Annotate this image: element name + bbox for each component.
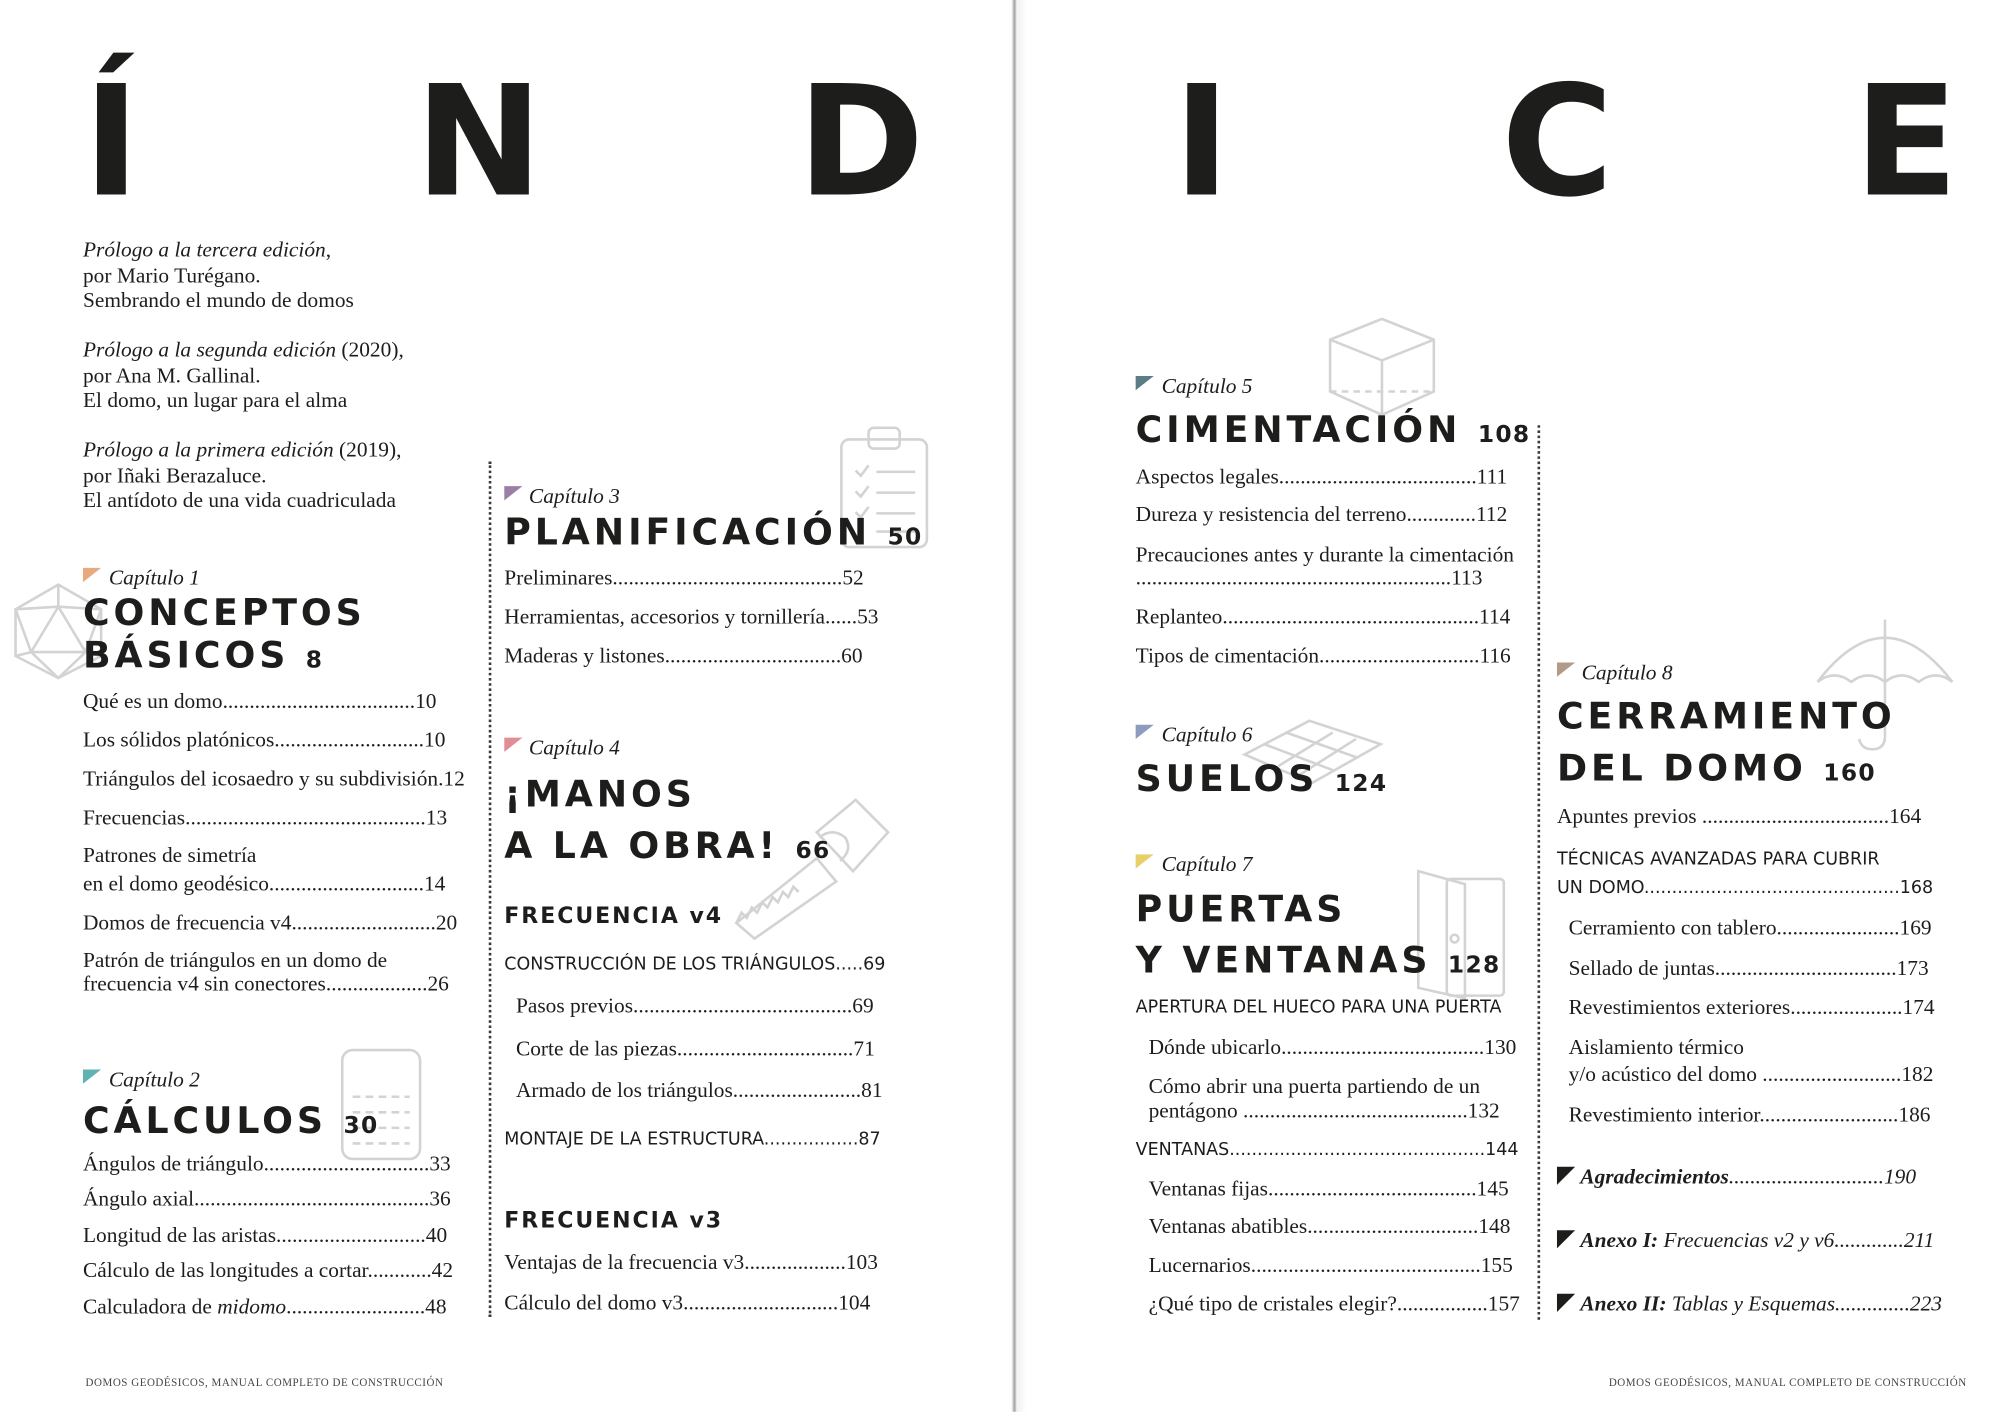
chapter-4-label: Capítulo 4 — [528, 735, 620, 760]
annex-page: Tablas y Esquemas..............223 — [1666, 1291, 1943, 1316]
toc-entry[interactable]: Precauciones antes y durante la cimentación — [1135, 541, 1514, 567]
toc-entry[interactable]: frecuencia v4 sin conectores...................26 — [82, 971, 449, 996]
toc-entry[interactable]: Replanteo................................................114 — [1135, 604, 1511, 629]
chapter-8-marker — [1557, 662, 1575, 676]
chapter-4-title-line1: ¡MANOS — [504, 772, 696, 816]
prologue-second-title: Prólogo a la segunda edición — [82, 337, 337, 362]
annex-marker — [1557, 1167, 1575, 1185]
toc-entry[interactable]: Corte de las piezas.................................71 — [515, 1035, 875, 1061]
chapter-7-title-text: Y VENTANAS — [1135, 938, 1432, 982]
prologue-third-author: por Mario Turégano. — [82, 262, 261, 288]
prologue-third-year: , — [325, 237, 332, 262]
prologue-second — [83, 337, 404, 413]
column-divider-left — [489, 462, 492, 1318]
prologue-first — [83, 437, 401, 513]
chapter-8-title-text: DEL DOMO — [1556, 746, 1807, 790]
chapter-8-title-line2 — [1557, 747, 1876, 796]
chapter-2-page[interactable]: 30 — [343, 1112, 379, 1140]
chapter-4-page[interactable]: 66 — [795, 837, 831, 865]
chapter-7-title-line1: PUERTAS — [1135, 888, 1347, 931]
chapter-5-title-text: CIMENTACIÓN — [1135, 408, 1462, 452]
toc-entry[interactable]: Cerramiento con tablero.......................169 — [1568, 915, 1932, 940]
chapter-1-page[interactable]: 8 — [305, 646, 324, 675]
chapter-1-label: Capítulo 1 — [108, 565, 200, 590]
toc-entry[interactable]: Ángulos de triángulo...............................33 — [82, 1151, 451, 1176]
annex-acknowledgements[interactable] — [1580, 1164, 1916, 1190]
chapter-3-title — [504, 511, 922, 560]
prologue-first-year: (2019), — [333, 436, 402, 462]
chapter-3-marker — [504, 486, 522, 500]
spine-shadow — [1016, 0, 1026, 1412]
toc-entry[interactable]: Preliminares...........................................52 — [504, 565, 864, 590]
chapter-2-title — [83, 1099, 379, 1148]
chapter-6-page[interactable]: 124 — [1334, 770, 1388, 798]
prologue-third-title: Prólogo a la tercera edición — [82, 237, 326, 262]
toc-section[interactable]: TÉCNICAS AVANZADAS PARA CUBRIR — [1556, 849, 1880, 870]
chapter-5-label: Capítulo 5 — [1161, 373, 1253, 398]
toc-entry[interactable]: Armado de los triángulos........................81 — [515, 1077, 883, 1102]
toc-entry[interactable] — [83, 1294, 447, 1320]
chapter-6-marker — [1136, 725, 1154, 739]
cube-icon — [1325, 316, 1439, 420]
toc-entry[interactable]: Aislamiento térmico — [1568, 1034, 1744, 1060]
toc-entry[interactable]: Ventanas fijas.......................................145 — [1148, 1175, 1509, 1201]
toc-entry[interactable]: Ventajas de la frecuencia v3...................103 — [504, 1249, 878, 1275]
toc-entry[interactable]: Frecuencias.............................................13 — [82, 805, 448, 830]
chapter-5-title — [1136, 408, 1531, 457]
toc-entry[interactable]: Tipos de cimentación..............................116 — [1135, 643, 1511, 668]
toc-entry[interactable]: Triángulos del icosaedro y su subdivisión.12 — [82, 766, 465, 791]
chapter-8-page[interactable]: 160 — [1823, 759, 1876, 787]
toc-entry[interactable]: Revestimiento interior..........................186 — [1568, 1101, 1931, 1127]
prologue-second-author: por Ana M. Gallinal. — [82, 362, 261, 387]
toc-entry[interactable]: Apuntes previos ...................................164 — [1556, 803, 1922, 829]
toc-section[interactable]: VENTANAS..............................................144 — [1135, 1139, 1519, 1161]
toc-entry[interactable]: Cálculo de las longitudes a cortar............42 — [82, 1257, 454, 1283]
chapter-1-title-line2 — [83, 634, 323, 683]
toc-section[interactable]: MONTAJE DE LA ESTRUCTURA.................87 — [504, 1129, 881, 1150]
toc-entry-emphasis: midomo — [217, 1293, 287, 1319]
toc-entry[interactable]: Lucernarios...........................................155 — [1148, 1252, 1513, 1277]
annex-title: Anexo I: — [1580, 1227, 1659, 1253]
toc-section[interactable]: UN DOMO..............................................168 — [1556, 877, 1934, 899]
section-frequency-v3: FRECUENCIA v3 — [504, 1208, 724, 1235]
title-letter-d: D — [797, 51, 925, 231]
chapter-4-marker — [504, 738, 522, 752]
title-letter-e: E — [1853, 51, 1959, 231]
chapter-7-page[interactable]: 128 — [1447, 951, 1501, 979]
toc-entry[interactable]: Domos de frecuencia v4...........................20 — [82, 910, 458, 935]
footer-right: DOMOS GEODÉSICOS, MANUAL COMPLETO DE CONSTRUCCIÓN — [1608, 1375, 1967, 1389]
prologue-first-subtitle: El antídoto de una vida cuadriculada — [82, 487, 396, 513]
toc-entry[interactable]: Patrón de triángulos en un domo de — [82, 947, 388, 973]
toc-section[interactable]: APERTURA DEL HUECO PARA UNA PUERTA — [1135, 996, 1502, 1018]
chapter-6-label: Capítulo 6 — [1161, 722, 1253, 747]
annex-title: Agradecimientos — [1580, 1164, 1729, 1189]
toc-section[interactable]: CONSTRUCCIÓN DE LOS TRIÁNGULOS.....69 — [504, 954, 886, 975]
toc-entry[interactable]: Patrones de simetría — [82, 842, 257, 868]
toc-entry[interactable]: Qué es un domo....................................10 — [82, 688, 437, 714]
chapter-8-label: Capítulo 8 — [1581, 659, 1673, 685]
toc-entry[interactable]: ...........................................................113 — [1135, 565, 1483, 590]
chapter-4-title-text: A LA OBRA! — [504, 824, 779, 868]
toc-entry[interactable]: y/o acústico del domo ..........................182 — [1568, 1061, 1934, 1087]
annex-2[interactable] — [1580, 1291, 1942, 1317]
toc-entry[interactable]: Los sólidos platónicos............................10 — [82, 727, 446, 752]
chapter-2-title-text: CÁLCULOS — [82, 1099, 327, 1143]
chapter-5-page[interactable]: 108 — [1477, 421, 1531, 449]
toc-entry[interactable]: Maderas y listones.................................60 — [504, 643, 863, 668]
toc-entry[interactable]: pentágono ..........................................132 — [1148, 1098, 1500, 1123]
title-letter-c: C — [1501, 51, 1614, 231]
chapter-1-title-line1: CONCEPTOS — [82, 591, 366, 634]
chapter-8-title-line1: CERRAMIENTO — [1556, 694, 1896, 738]
toc-entry[interactable]: Ángulo axial............................................36 — [82, 1186, 451, 1211]
title-letter-n: N — [414, 51, 543, 231]
title-letter-i: I — [1173, 51, 1231, 231]
toc-entry[interactable]: Sellado de juntas..................................173 — [1568, 955, 1929, 981]
toc-entry[interactable]: Pasos previos.........................................69 — [515, 993, 874, 1018]
annex-page: .............................190 — [1728, 1164, 1917, 1189]
chapter-3-label: Capítulo 3 — [528, 483, 620, 509]
annex-marker — [1557, 1230, 1575, 1248]
chapter-4-title-line2 — [504, 825, 830, 874]
chapter-3-title-text: PLANIFICACIÓN — [504, 510, 871, 554]
toc-entry[interactable]: Ventanas abatibles................................148 — [1148, 1213, 1511, 1239]
chapter-2-label: Capítulo 2 — [108, 1066, 200, 1092]
chapter-1-title-text: BÁSICOS — [82, 633, 290, 677]
chapter-2-marker — [83, 1070, 101, 1084]
toc-entry[interactable]: Cálculo del domo v3.............................104 — [504, 1289, 871, 1315]
toc-entry[interactable]: Aspectos legales.....................................111 — [1135, 464, 1508, 489]
chapter-6-title-text: SUELOS — [1135, 757, 1319, 800]
column-divider-right — [1538, 425, 1541, 1320]
toc-entry-text: Calculadora de — [82, 1293, 218, 1319]
annex-title: Anexo II: — [1580, 1291, 1667, 1316]
toc-entry[interactable]: ¿Qué tipo de cristales elegir?.................157 — [1148, 1291, 1520, 1316]
annex-marker — [1557, 1294, 1575, 1312]
chapter-3-page[interactable]: 50 — [887, 523, 923, 551]
prologue-first-title: Prólogo a la primera edición — [82, 436, 334, 462]
toc-entry[interactable]: Dureza y resistencia del terreno.............112 — [1135, 501, 1508, 527]
toc-entry[interactable]: Revestimientos exteriores.....................174 — [1568, 994, 1935, 1019]
toc-entry[interactable]: Cómo abrir una puerta partiendo de un — [1148, 1073, 1481, 1099]
prologue-third — [83, 237, 354, 313]
toc-entry[interactable]: Longitud de las aristas............................40 — [82, 1222, 448, 1248]
toc-entry[interactable]: en el domo geodésico.............................14 — [82, 871, 446, 896]
section-frequency-v4: FRECUENCIA v4 — [504, 903, 724, 930]
title-letter-i-acute: Í — [82, 51, 140, 231]
prologue-first-author: por Iñaki Berazaluce. — [82, 462, 267, 487]
chapter-7-title-line2 — [1136, 939, 1501, 988]
toc-entry-page: ..........................48 — [286, 1293, 447, 1319]
prologue-second-subtitle: El domo, un lugar para el alma — [82, 387, 348, 413]
chapter-7-label: Capítulo 7 — [1161, 851, 1253, 877]
chapter-5-marker — [1136, 376, 1154, 390]
footer-left: DOMOS GEODÉSICOS, MANUAL COMPLETO DE CONSTRUCCIÓN — [85, 1375, 444, 1389]
annex-1[interactable] — [1580, 1228, 1934, 1254]
annex-page: Frecuencias v2 y v6.............211 — [1658, 1227, 1935, 1253]
chapter-1-marker — [83, 568, 101, 582]
chapter-6-title — [1136, 757, 1388, 806]
toc-entry[interactable]: Herramientas, accesorios y tornillería......53 — [504, 604, 879, 629]
toc-entry[interactable]: Dónde ubicarlo......................................130 — [1148, 1034, 1517, 1060]
prologue-second-year: (2020), — [336, 337, 404, 362]
chapter-7-marker — [1136, 854, 1154, 868]
prologue-third-subtitle: Sembrando el mundo de domos — [82, 287, 354, 313]
